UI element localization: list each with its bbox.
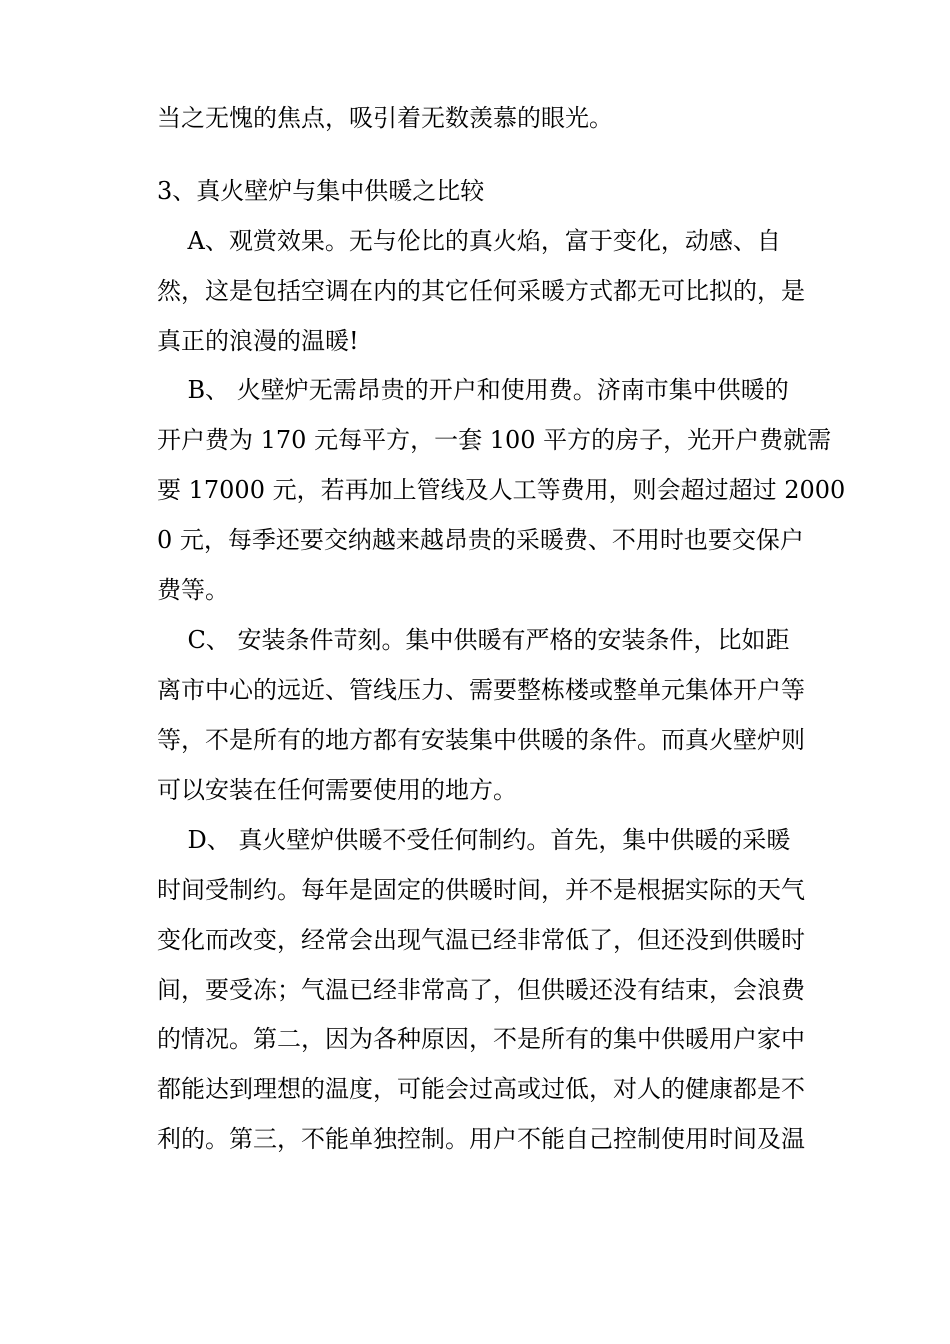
paragraph-c-line: 等，不是所有的地方都有安装集中供暖的条件。而真火壁炉则 bbox=[157, 726, 805, 754]
paragraph-d-line: 时间受制约。每年是固定的供暖时间，并不是根据实际的天气 bbox=[157, 876, 805, 904]
paragraph-a-line: 然，这是包括空调在内的其它任何采暖方式都无可比拟的，是 bbox=[157, 277, 805, 305]
paragraph-b-line: 开户费为 170 元每平方，一套 100 平方的房子，光开户费就需 bbox=[157, 426, 832, 454]
paragraph-d-line: 变化而改变，经常会出现气温已经非常低了，但还没到供暖时 bbox=[157, 926, 805, 954]
paragraph-d-line: 利的。第三，不能单独控制。用户不能自己控制使用时间及温 bbox=[157, 1125, 805, 1153]
paragraph-d-line: 间，要受冻；气温已经非常高了，但供暖还没有结束，会浪费 bbox=[157, 976, 805, 1004]
paragraph-a-line: 真正的浪漫的温暖! bbox=[157, 327, 359, 355]
paragraph-b-line: 0 元，每季还要交纳越来越昂贵的采暖费、不用时也要交保户 bbox=[157, 526, 804, 554]
paragraph-c-line: 离市中心的远近、管线压力、需要整栋楼或整单元集体开户等 bbox=[157, 676, 805, 704]
paragraph-b-line: B、 火壁炉无需昂贵的开户和使用费。济南市集中供暖的 bbox=[157, 376, 789, 404]
paragraph-d-line: 的情况。第二，因为各种原因，不是所有的集中供暖用户家中 bbox=[157, 1025, 805, 1053]
paragraph-c-line: C、 安装条件苛刻。集中供暖有严格的安装条件，比如距 bbox=[157, 626, 790, 654]
paragraph-a-line: A、观赏效果。无与伦比的真火焰，富于变化，动感、自 bbox=[157, 227, 781, 255]
body-text-line: 当之无愧的焦点，吸引着无数羡慕的眼光。 bbox=[157, 104, 613, 132]
section-heading: 3、真火壁炉与集中供暖之比较 bbox=[157, 177, 485, 205]
paragraph-b-line: 费等。 bbox=[157, 576, 229, 604]
paragraph-c-line: 可以安装在任何需要使用的地方。 bbox=[157, 776, 517, 804]
paragraph-d-line: D、 真火壁炉供暖不受任何制约。首先，集中供暖的采暖 bbox=[157, 826, 791, 854]
paragraph-d-line: 都能达到理想的温度，可能会过高或过低，对人的健康都是不 bbox=[157, 1075, 805, 1103]
paragraph-b-line: 要 17000 元，若再加上管线及人工等费用，则会超过超过 2000 bbox=[157, 476, 846, 504]
